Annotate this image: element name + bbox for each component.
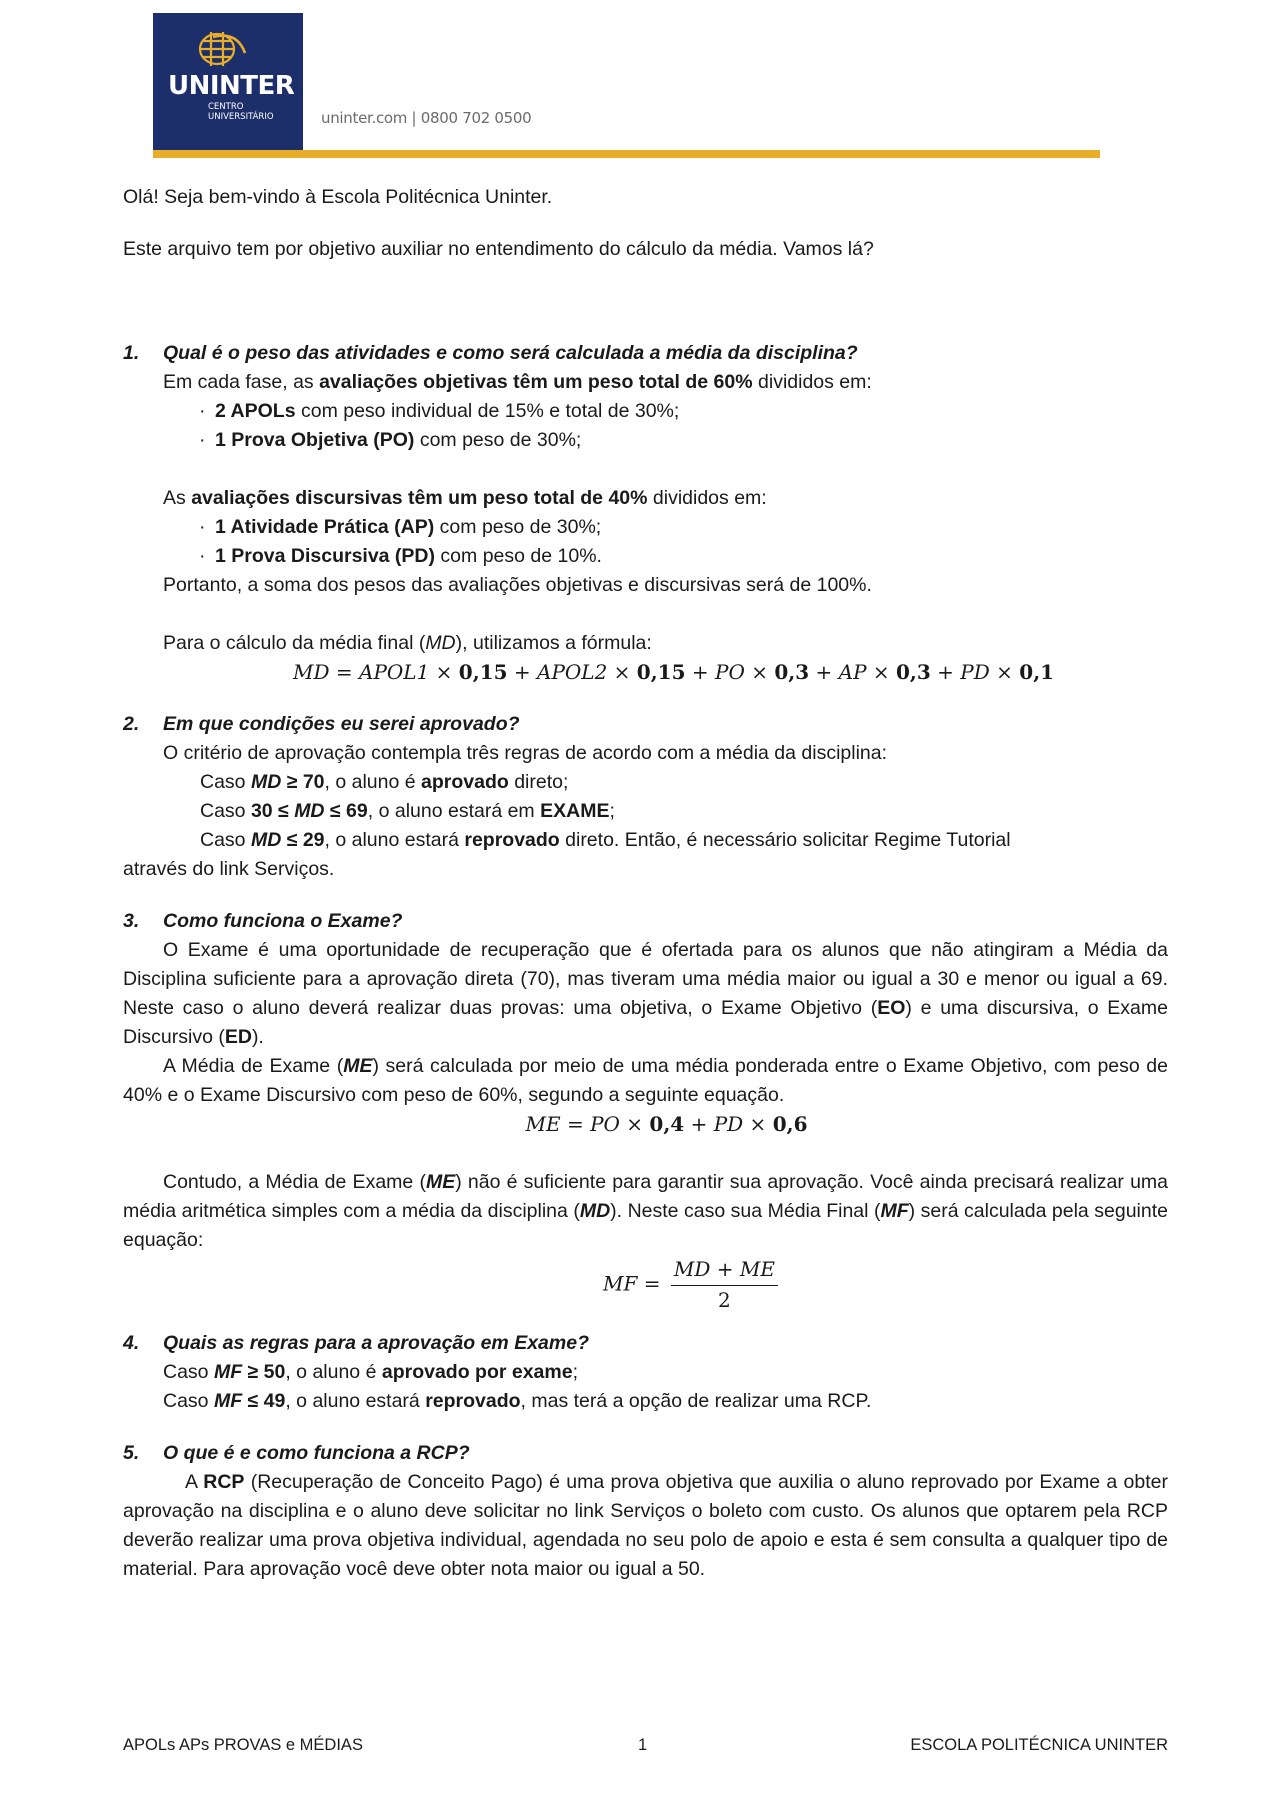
- section-1-heading: [123, 339, 1168, 368]
- section-title: O que é e como funciona a RCP?: [163, 1442, 470, 1464]
- operator: +: [684, 1112, 714, 1136]
- fraction: [671, 1255, 778, 1315]
- greeting: Olá! Seja bem-vindo à Escola Politécnica Uninter.: [123, 186, 553, 208]
- logo-subtitle-1: CENTRO: [208, 102, 244, 112]
- text-bold: 1 Prova Discursiva (PD): [215, 545, 436, 567]
- text-bold: ED: [224, 1026, 252, 1048]
- text: O Exame é uma oportunidade de recuperação que é ofertada para os alunos que não atingiram a Média da Disciplina suficiente para a aprovação direta (70), mas tiveram uma média maior ou igual a 30 e menor ou igual a 69. Neste caso o aluno deverá realizar duas provas: uma objetiva, o Exame Objetivo (: [123, 939, 1168, 1019]
- exam-rule-failed: [123, 1387, 1168, 1416]
- text-bold-italic: MF: [880, 1200, 909, 1222]
- text-bold: ≥ 50: [242, 1361, 286, 1383]
- text: Para o cálculo da média final (: [163, 632, 426, 654]
- text: ) será calculada pela seguinte equação:: [123, 1200, 1168, 1251]
- pd-symbol: PD: [713, 1112, 744, 1136]
- purpose: Este arquivo tem por objetivo auxiliar no entendimento do cálculo da média. Vamos lá?: [123, 238, 874, 260]
- operator: +: [930, 660, 961, 684]
- apol1-symbol: APOL1: [359, 660, 430, 684]
- text: , o aluno estará: [285, 1390, 426, 1412]
- text-bold: EO: [877, 997, 906, 1019]
- text: divididos em:: [752, 371, 872, 393]
- text-bold: aprovado por exame: [381, 1361, 573, 1383]
- text: Caso: [163, 1390, 214, 1412]
- weight: 0,3: [774, 660, 810, 684]
- exam-average-description: [123, 1052, 1168, 1110]
- text: direto. Então, é necessário solicitar Regime Tutorial: [559, 829, 1011, 851]
- text: , o aluno estará em: [367, 800, 541, 822]
- text-bold: reprovado: [425, 1390, 521, 1412]
- weights-sum: Portanto, a soma dos pesos das avaliações objetivas e discursivas será de 100%.: [163, 574, 872, 596]
- text-bold-italic: MD: [294, 800, 325, 822]
- text-bold-italic: MF: [213, 1390, 243, 1412]
- mf-symbol: MF: [603, 1271, 638, 1296]
- text: divididos em:: [647, 487, 767, 509]
- text: A Média de Exame (: [163, 1055, 344, 1077]
- section-number: 1.: [123, 342, 140, 364]
- ap-symbol: AP: [838, 660, 867, 684]
- mf-formula: [213, 1255, 1168, 1315]
- discursive-weights: [123, 484, 1168, 513]
- text: ;: [572, 1361, 578, 1383]
- final-average-description: [123, 1168, 1168, 1255]
- pd-symbol: PD: [960, 660, 990, 684]
- me-symbol: ME: [525, 1112, 561, 1136]
- weight: 0,15: [458, 660, 508, 684]
- operator: ×: [607, 660, 637, 684]
- fraction-denominator: 2: [718, 1288, 731, 1312]
- text: com peso de 30%;: [414, 429, 582, 451]
- footer-right: ESCOLA POLITÉCNICA UNINTER: [910, 1736, 1168, 1754]
- weight: 0,3: [896, 660, 931, 684]
- exam-rule-approved: [123, 1358, 1168, 1387]
- bullet-icon: ·: [199, 429, 206, 451]
- fraction-numerator: MD + ME: [671, 1255, 778, 1286]
- text: A: [185, 1471, 204, 1493]
- document-body: [123, 183, 1168, 1584]
- text: , o aluno é: [285, 1361, 382, 1383]
- list-item: [123, 513, 1168, 542]
- text: ) não é suficiente para garantir sua aprovação. Você ainda precisará realizar uma média aritmética simples com a média da disciplina (: [123, 1171, 1168, 1222]
- weight: 0,15: [636, 660, 686, 684]
- text-bold: aprovado: [421, 771, 509, 793]
- formula-intro: [123, 629, 1168, 658]
- operator: ×: [744, 660, 775, 684]
- text-bold: EXAME: [540, 800, 610, 822]
- text: , o aluno estará: [324, 829, 465, 851]
- rule-failed-continuation: através do link Serviços.: [123, 858, 335, 880]
- po-symbol: PO: [590, 1112, 620, 1136]
- operator: +: [507, 660, 537, 684]
- operator: =: [329, 660, 359, 684]
- text-bold-italic: ME: [425, 1171, 456, 1193]
- section-number: 3.: [123, 910, 140, 932]
- section-title: Como funciona o Exame?: [163, 910, 403, 932]
- weight: 0,4: [649, 1112, 685, 1136]
- approval-criteria-intro: O critério de aprovação contempla três regras de acordo com a média da disciplina:: [163, 742, 888, 764]
- text: Em cada fase, as: [163, 371, 320, 393]
- text-bold: avaliações discursivas têm um peso total de 40%: [191, 487, 648, 509]
- weight: 0,1: [1019, 660, 1055, 684]
- rule-approved: [123, 768, 1168, 797]
- me-formula: [165, 1110, 1168, 1139]
- section-2-heading: [123, 710, 1168, 739]
- rule-failed: [123, 826, 1168, 855]
- footer-left: APOLs APs PROVAS e MÉDIAS: [123, 1736, 363, 1754]
- text: Caso: [163, 1361, 214, 1383]
- header-accent-bar: [153, 150, 1100, 158]
- operator: +: [685, 660, 715, 684]
- text-bold-italic: ME: [343, 1055, 373, 1077]
- section-5-heading: [123, 1439, 1168, 1468]
- section-3-heading: [123, 907, 1168, 936]
- section-title: Em que condições eu serei aprovado?: [163, 713, 520, 735]
- operator: ×: [989, 660, 1020, 684]
- section-title: Qual é o peso das atividades e como será calculada a média da disciplina?: [163, 342, 858, 364]
- list-item: [123, 426, 1168, 455]
- logo-subtitle-2: UNIVERSITÁRIO: [208, 112, 274, 122]
- section-number: 4.: [123, 1332, 140, 1354]
- text: Caso: [200, 771, 251, 793]
- text: ;: [609, 800, 615, 822]
- bullet-icon: ·: [199, 400, 206, 422]
- text: ). Neste caso sua Média Final (: [610, 1200, 881, 1222]
- po-symbol: PO: [715, 660, 745, 684]
- text-bold: 30 ≤: [250, 800, 295, 822]
- rule-exam: [123, 797, 1168, 826]
- text: com peso de 10%.: [435, 545, 602, 567]
- operator: ×: [619, 1112, 650, 1136]
- uninter-logo: [153, 13, 303, 150]
- text-bold: RCP: [203, 1471, 245, 1493]
- text: , mas terá a opção de realizar uma RCP.: [520, 1390, 872, 1412]
- md-formula: [123, 658, 1168, 687]
- text: Caso: [200, 800, 251, 822]
- text-bold: 1 Prova Objetiva (PO): [215, 429, 415, 451]
- objective-weights: [123, 368, 1168, 397]
- text-bold: ≤ 49: [242, 1390, 286, 1412]
- md-symbol: MD: [293, 660, 330, 684]
- section-number: 2.: [123, 713, 140, 735]
- text-bold: 1 Atividade Prática (AP): [215, 516, 435, 538]
- text: ) será calculada por meio de uma média ponderada entre o Exame Objetivo, com peso de 40% e o Exame Discursivo com peso de 60%, segundo a seguinte equação.: [123, 1055, 1168, 1106]
- operator: =: [637, 1271, 667, 1296]
- text-bold: reprovado: [464, 829, 560, 851]
- apol2-symbol: APOL2: [537, 660, 608, 684]
- text: direto;: [508, 771, 569, 793]
- text-bold: 2 APOLs: [215, 400, 296, 422]
- page-number: 1: [638, 1736, 648, 1754]
- text: ) e uma discursiva, o Exame Discursivo (: [123, 997, 1168, 1048]
- list-item: [123, 397, 1168, 426]
- operator: ×: [743, 1112, 773, 1136]
- bullet-icon: ·: [199, 516, 206, 538]
- operator: =: [560, 1112, 591, 1136]
- text-bold: ≤ 69: [324, 800, 368, 822]
- contact-info: uninter.com | 0800 702 0500: [321, 109, 532, 127]
- document-header: [153, 13, 1100, 163]
- text: Caso: [200, 829, 251, 851]
- text: ).: [251, 1026, 264, 1048]
- text: com peso de 30%;: [434, 516, 602, 538]
- text: As: [163, 487, 192, 509]
- text-bold: avaliações objetivas têm um peso total de 60%: [319, 371, 753, 393]
- text-bold-italic: MF: [213, 1361, 243, 1383]
- text-bold-italic: MD: [250, 771, 282, 793]
- text-bold: ≥ 70: [281, 771, 325, 793]
- text: , o aluno é: [324, 771, 422, 793]
- exam-description: [123, 936, 1168, 1052]
- operator: ×: [866, 660, 897, 684]
- text: com peso individual de 15% e total de 30%;: [295, 400, 680, 422]
- logo-wordmark: UNINTER: [168, 71, 295, 101]
- rcp-description: [123, 1468, 1168, 1584]
- text: (Recuperação de Conceito Pago) é uma prova objetiva que auxilia o aluno reprovado por Exame a obter aprovação na disciplina e o aluno deve solicitar no link Serviços o boleto com custo. Os alunos que optarem pela RCP deverão realizar uma prova objetiva individual, agendada no seu polo de apoio e esta é sem consulta a qualquer tipo de material. Para aprovação você deve obter nota maior ou igual a 50.: [123, 1471, 1168, 1580]
- section-4-heading: [123, 1329, 1168, 1358]
- section-title: Quais as regras para a aprovação em Exame?: [163, 1332, 589, 1354]
- text: ), utilizamos a fórmula:: [455, 632, 652, 654]
- list-item: [123, 542, 1168, 571]
- bullet-icon: ·: [199, 545, 206, 567]
- weight: 0,6: [772, 1112, 808, 1136]
- text-bold-italic: MD: [579, 1200, 611, 1222]
- text: Contudo, a Média de Exame (: [163, 1171, 426, 1193]
- text-bold-italic: MD: [250, 829, 282, 851]
- text-italic: MD: [425, 632, 456, 654]
- operator: ×: [429, 660, 459, 684]
- operator: +: [809, 660, 839, 684]
- section-number: 5.: [123, 1442, 140, 1464]
- text-bold: ≤ 29: [281, 829, 325, 851]
